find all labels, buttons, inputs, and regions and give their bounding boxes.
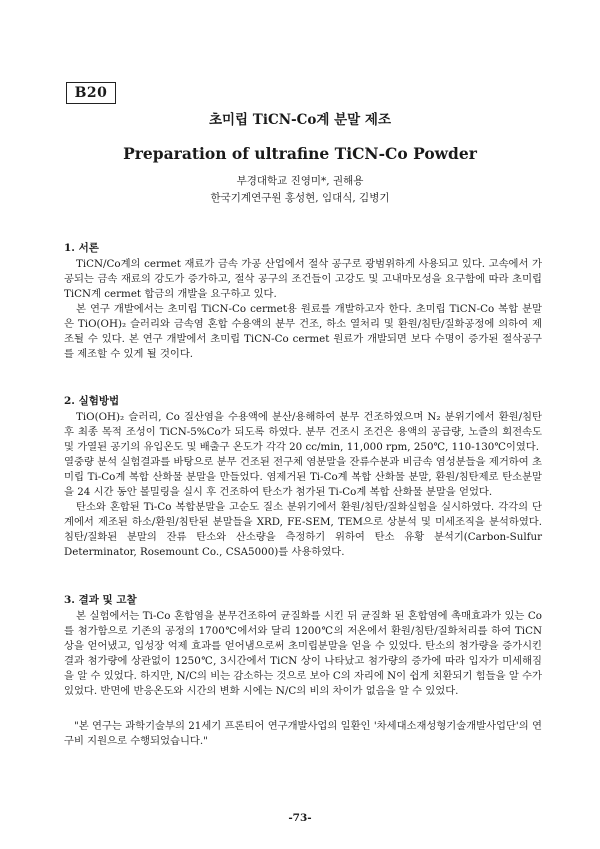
authors-line-1: 부경대학교 진영미*, 권해용 xyxy=(236,175,364,187)
intro-paragraph-2: 본 연구 개발에서는 초미립 TiCN-Co cermet용 원료를 개발하고자 한다. 초미립 TiCN-Co 복합 분말은 TiO(OH)₂ 슬러리와 금속염 혼합 수용액의 분무 건조, 하소 열처리 및 환원/침탄/질화공정에 의하여 제조될 수 있다. 본 연구 개발에서 초미립 TiCN-Co cermet 원료가 개발되면 보다 수명이 증가된 절삭공구를 제조할 수 있게 될 것이다. xyxy=(64,303,542,360)
section-heading-method: 2. 실험방법 xyxy=(64,395,120,407)
abstract-code-box: B20 xyxy=(66,82,116,104)
section-method xyxy=(64,394,542,560)
title-english: Preparation of ultrafine TiCN-Co Powder xyxy=(123,144,477,163)
method-paragraph-1: TiO(OH)₂ 슬러리, Co 질산염을 수용액에 분산/용해하여 분무 건조하였으며 N₂ 분위기에서 환원/침탄 후 최종 목적 조성이 TiCN-5%Co가 되도록 하였다. 분무 건조시 조건은 용액의 공급량, 노즐의 회전속도 및 가열된 공기의 유입온도 및 배출구 온도가 각각 20 cc/min, 11,000 rpm, 250℃, 110-130℃이였다. xyxy=(64,411,542,453)
author-block xyxy=(0,173,600,207)
authors-line-2: 한국기계연구원 홍성현, 임대식, 김병기 xyxy=(210,192,390,204)
method-paragraph-3: 탄소와 혼합된 Ti-Co 복합분말을 고순도 질소 분위기에서 환원/침탄/질화실험을 실시하였다. 각각의 단계에서 제조된 하소/환원/침탄된 분말들을 XRD, FE-SEM, TEM으로 상분석 및 미세조직을 분석하였다. 침탄/질화된 분말의 잔류 탄소와 산소량을 측정하기 위하여 탄소 유황 분석기(Carbon-Sulfur Determinator, Rosemount Co., CSA5000)를 사용하였다. xyxy=(64,501,542,558)
section-heading-results: 3. 결과 및 고찰 xyxy=(64,594,137,606)
section-heading-introduction: 1. 서론 xyxy=(64,242,99,254)
page-number: -73- xyxy=(288,812,312,824)
intro-paragraph-1: TiCN/Co계의 cermet 재료가 금속 가공 산업에서 절삭 공구로 광범위하게 사용되고 있다. 고속에서 가공되는 금속 재료의 강도가 증가하고, 절삭 공구의 조건들이 고강도 및 고내마모성을 요구함에 따라 초미립 TiCN계 cermet 합금의 개발을 요구하고 있다. xyxy=(64,258,542,300)
section-results xyxy=(64,593,542,699)
title-korean: 초미립 TiCN-Co계 분말 제조 xyxy=(208,112,392,128)
acknowledgement: "본 연구는 과학기술부의 21세기 프론티어 연구개발사업의 일환인 '차세대소재성형기술개발사업단'의 연구비 지원으로 수행되었습니다." xyxy=(64,720,542,747)
method-paragraph-2: 열중량 분석 실험결과를 바탕으로 분무 건조된 전구체 염분말을 잔류수분과 비금속 염성분들을 제거하여 초미립 Ti-Co계 복합 산화물 분말을 만들었다. 염제거된 Ti-Co계 복합 산화물 분말, 환원/침탄제로 탄소분말을 24 시간 동안 볼밀링을 실시 후 건조하여 탄소가 첨가된 Ti-Co계 복합 산화물 분말을 얻었다. xyxy=(64,456,542,498)
section-introduction xyxy=(64,241,542,362)
results-paragraph-1: 본 실험에서는 Ti-Co 혼합염을 분무건조하여 균질화를 시킨 뒤 균질화 된 혼합염에 촉매효과가 있는 Co를 첨가함으로 기존의 공정의 1700℃에서와 달리 1200℃의 저온에서 환원/침탄/질화처리를 하여 TiCN 상을 얻어냈고, 입성장 억제 효과를 얻어냄으로써 초미립분말을 얻을 수 있었다. 탄소의 첨가량을 증가시킨 결과 첨가량에 상관없이 1250℃, 3시간에서 TiCN 상이 나타났고 첨가량의 증가에 따라 입자가 미세해짐을 알 수 있었다. 하지만, N/C의 비는 감소하는 것으로 보아 C의 자리에 N이 쉽게 치환되기 힘들을 알 수가 있었다. 반면에 반응온도와 시간의 변화 시에는 N/C의 비의 차이가 없음을 알 수 있었다. xyxy=(64,610,542,697)
